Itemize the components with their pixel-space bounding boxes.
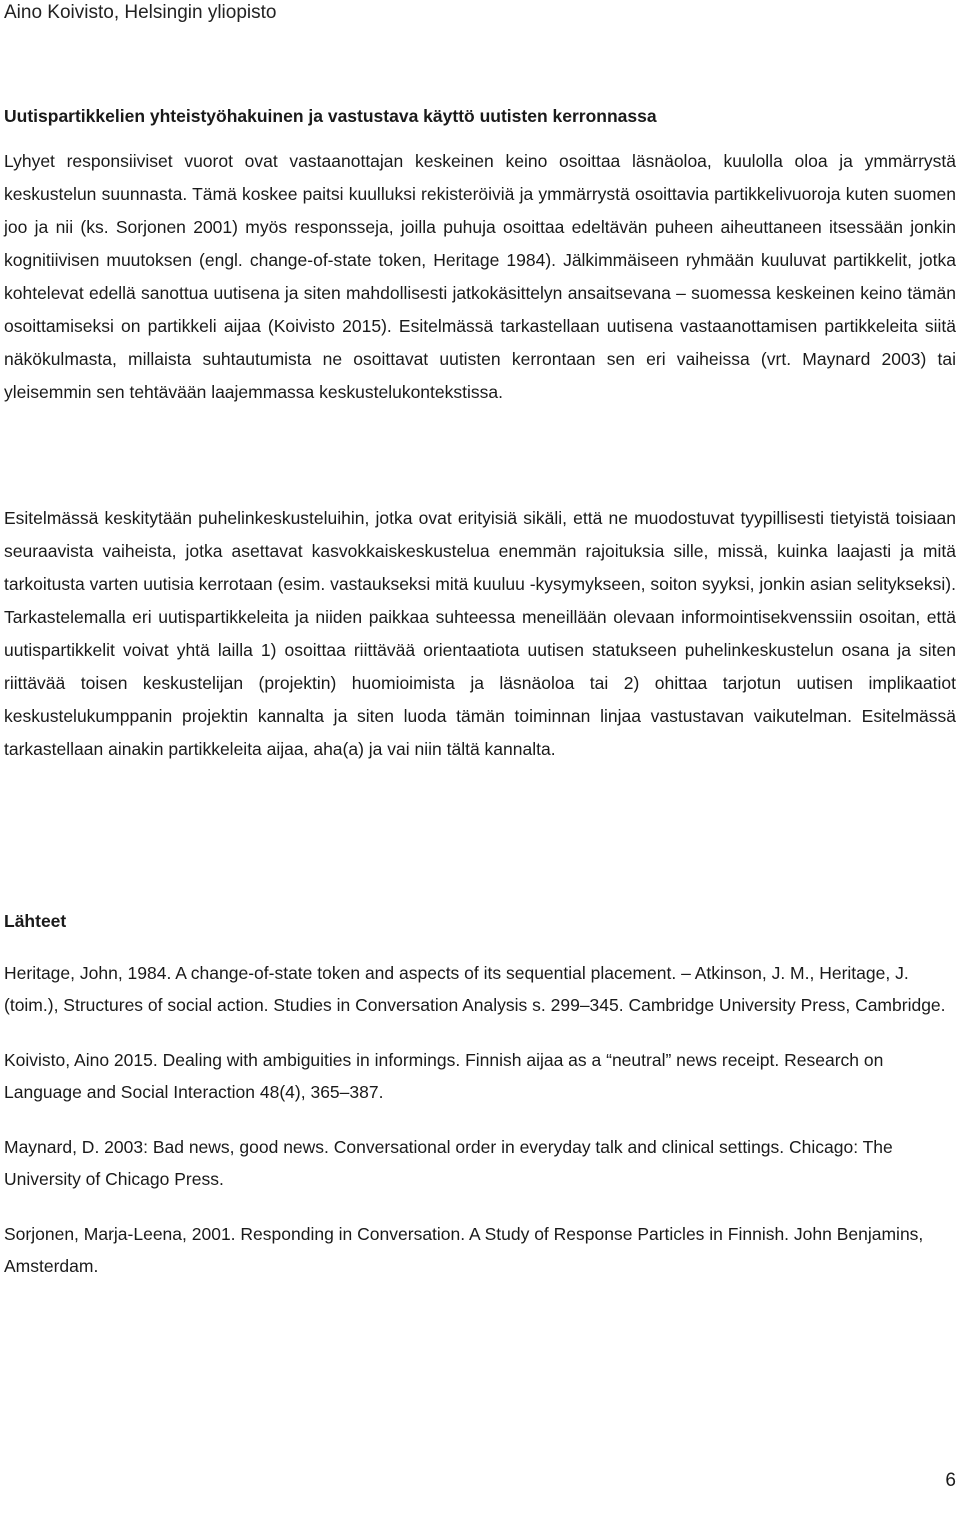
abstract-paragraph-1: Lyhyet responsiiviset vuorot ovat vastaanottajan keskeinen keino osoittaa läsnäoloa, kuulolla oloa ja ymmärrystä keskustelun suunnasta. Tämä koskee paitsi kuulluksi rekisteröiviä ja ymmärrystä osoittavia partikkelivuoroja kuten suomen joo ja nii (ks. Sorjonen 2001) myös responsseja, joilla puhuja osoittaa edeltävän puheen aiheuttaneen itsessään jonkin kognitiivisen muutoksen (engl. change-of-state token, Heritage 1984). Jälkimmäiseen ryhmään kuuluvat partikkelit, jotka kohtelevat edellä sanottua uutisena ja siten mahdollisesti jatkokäsittelyn ansaitsevana – suomessa keskeinen keino tämän osoittamiseksi on partikkeli aijaa (Koivisto 2015). Esitelmässä tarkastellaan uutisena vastaanottamisen partikkeleita siitä näkökulmasta, millaista suhtautumista ne osoittavat uutisten kerrontaan sen eri vaiheissa (vrt. Maynard 2003) tai yleisemmin sen tehtävään laajemmassa keskustelukontekstissa. [4,151,956,402]
references-list [4,957,956,1305]
page-number: 6 [945,1470,956,1491]
reference-item-koivisto: Koivisto, Aino 2015. Dealing with ambiguities in informings. Finnish aijaa as a “neutral” news receipt. Research on Language and Social Interaction 48(4), 365–387. [4,1050,884,1102]
reference-item-heritage: Heritage, John, 1984. A change-of-state token and aspects of its sequential placement. – Atkinson, J. M., Heritage, J. (toim.), Structures of social action. Studies in Conversation Analysis s. 299–345. Cambridge University Press, Cambridge. [4,963,946,1015]
reference-item-maynard: Maynard, D. 2003: Bad news, good news. Conversational order in everyday talk and clinical settings. Chicago: The University of Chicago Press. [4,1137,893,1189]
abstract-paragraph-2: Esitelmässä keskitytään puhelinkeskusteluihin, jotka ovat erityisiä sikäli, että ne muodostuvat tyypillisesti tietyistä toisiaan seuraavista vaiheista, jotka asettavat kasvokkaiskeskustelua enemmän rajoituksia sille, missä, kuinka laajasti ja mitä tarkoitusta varten uutisia kerrotaan (esim. vastaukseksi mitä kuuluu -kysymykseen, soiton syyksi, jonkin asian selitykseksi). Tarkastelemalla eri uutispartikkeleita ja niiden paikkaa suhteessa meneillään olevaan informointisekvenssiin osoitan, että uutispartikkelit voivat yhtä lailla 1) osoittaa riittävää orientaatiota uutisen statukseen puhelinkeskustelun osana ja siten riittävää toisen keskustelijan (projektin) huomioimista ja läsnäoloa tai 2) ohittaa tarjotun uutisen implikaatiot keskustelukumppanin projektin kannalta ja siten luoda tämän toiminnan linjaa vastustavan vaikutelman. Esitelmässä tarkastellaan ainakin partikkeleita aijaa, aha(a) ja vai niin tältä kannalta. [4,508,956,759]
reference-item-sorjonen: Sorjonen, Marja-Leena, 2001. Responding in Conversation. A Study of Response Particles in Finnish. John Benjamins, Amsterdam. [4,1224,924,1276]
article-title: Uutispartikkelien yhteistyöhakuinen ja vastustava käyttö uutisten kerronnassa [4,106,657,126]
references-heading: Lähteet [4,911,67,931]
page-header-author: Aino Koivisto, Helsingin yliopisto [4,2,277,23]
